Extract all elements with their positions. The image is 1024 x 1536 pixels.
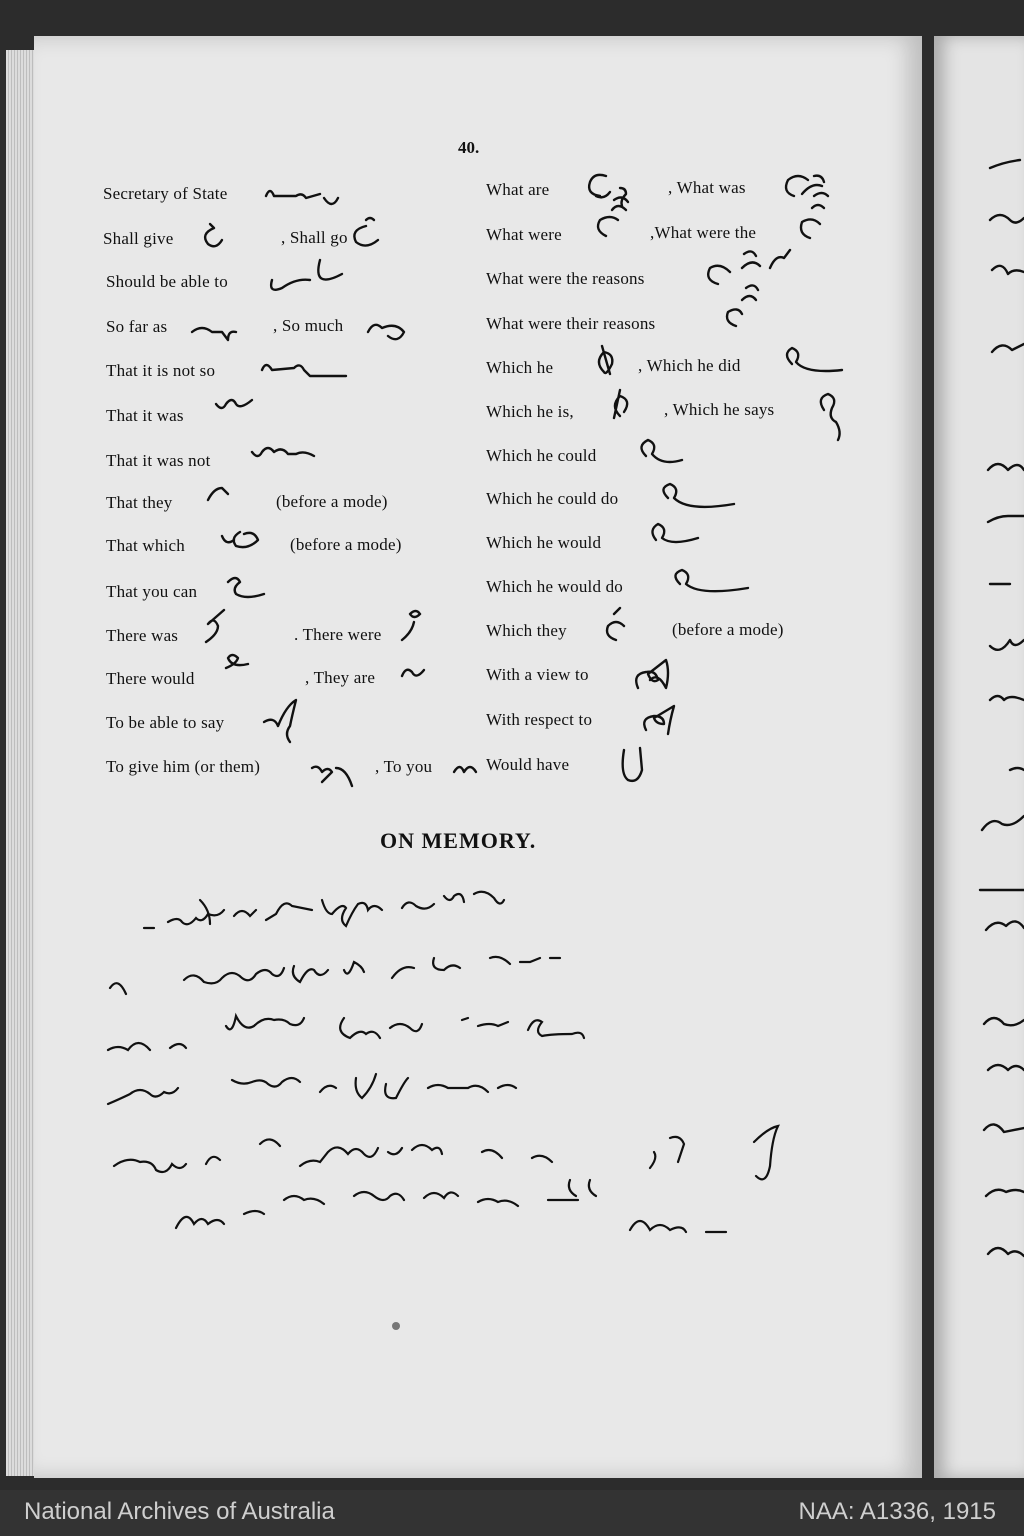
phrase-what-were-the-reasons: What were the reasons (486, 269, 645, 288)
shorthand-passage-strokes (100, 890, 900, 1250)
phrase-that-it-is-not-so: That it is not so (106, 361, 216, 380)
page-number: 40. (458, 138, 480, 157)
phrase-what-were-the: ,What were the (650, 223, 757, 242)
phrase-which-they: Which they (486, 621, 567, 640)
phrase-there-would: There would (106, 669, 195, 688)
phrase-so-far-as: So far as (106, 317, 168, 336)
phrase-which-he-would: Which he would (486, 533, 602, 552)
phrase-should-be-able-to: Should be able to (106, 272, 228, 291)
phrase-that-they: That they (106, 493, 173, 512)
memory-passage-shorthand (100, 890, 900, 1250)
page-smudge (392, 1322, 400, 1330)
phrase-shall-go: , Shall go (281, 228, 348, 247)
phrase-so-much: , So much (273, 316, 344, 335)
archive-source: National Archives of Australia (24, 1498, 335, 1525)
note-before-a-mode: (before a mode) (276, 492, 388, 511)
phrase-would-have: Would have (486, 755, 570, 774)
phrase-which-he-could: Which he could (486, 446, 597, 465)
archive-reference: NAA: A1336, 1915 (798, 1498, 996, 1525)
phrase-which-he: Which he (486, 358, 554, 377)
phrase-that-it-was: That it was (106, 406, 184, 425)
phrase-with-a-view-to: With a view to (486, 665, 589, 684)
note-before-a-mode: (before a mode) (672, 620, 784, 639)
phrase-there-were: . There were (294, 625, 382, 644)
phrase-shall-give: Shall give (103, 229, 174, 248)
phrase-what-were: What were (486, 225, 562, 244)
phrase-which-he-says: , Which he says (664, 400, 775, 419)
phrase-to-you: , To you (375, 757, 433, 776)
note-before-a-mode: (before a mode) (290, 535, 402, 554)
phrase-there-was: There was (106, 626, 179, 645)
phrase-what-are: What are (486, 180, 550, 199)
phrase-with-respect-to: With respect to (486, 710, 593, 729)
phrase-what-were-their-reasons: What were their reasons (486, 314, 656, 333)
phrase-that-which: That which (106, 536, 185, 555)
phrase-which-he-is: Which he is, (486, 402, 574, 421)
phrase-that-it-was-not: That it was not (106, 451, 211, 470)
section-heading: ON MEMORY. (380, 828, 537, 853)
phrase-what-was: , What was (668, 178, 746, 197)
phrase-which-he-did: , Which he did (638, 356, 741, 375)
phrase-which-he-could-do: Which he could do (486, 489, 619, 508)
phrase-secretary-of-state: Secretary of State (103, 184, 228, 203)
phrase-to-give-him: To give him (or them) (106, 757, 261, 776)
phrase-they-are: , They are (305, 668, 376, 687)
phrase-that-you-can: That you can (106, 582, 198, 601)
phrase-to-be-able-to-say: To be able to say (106, 713, 225, 732)
archive-footer (0, 1490, 1024, 1536)
facing-page (934, 36, 1024, 1478)
phrase-which-he-would-do: Which he would do (486, 577, 624, 596)
